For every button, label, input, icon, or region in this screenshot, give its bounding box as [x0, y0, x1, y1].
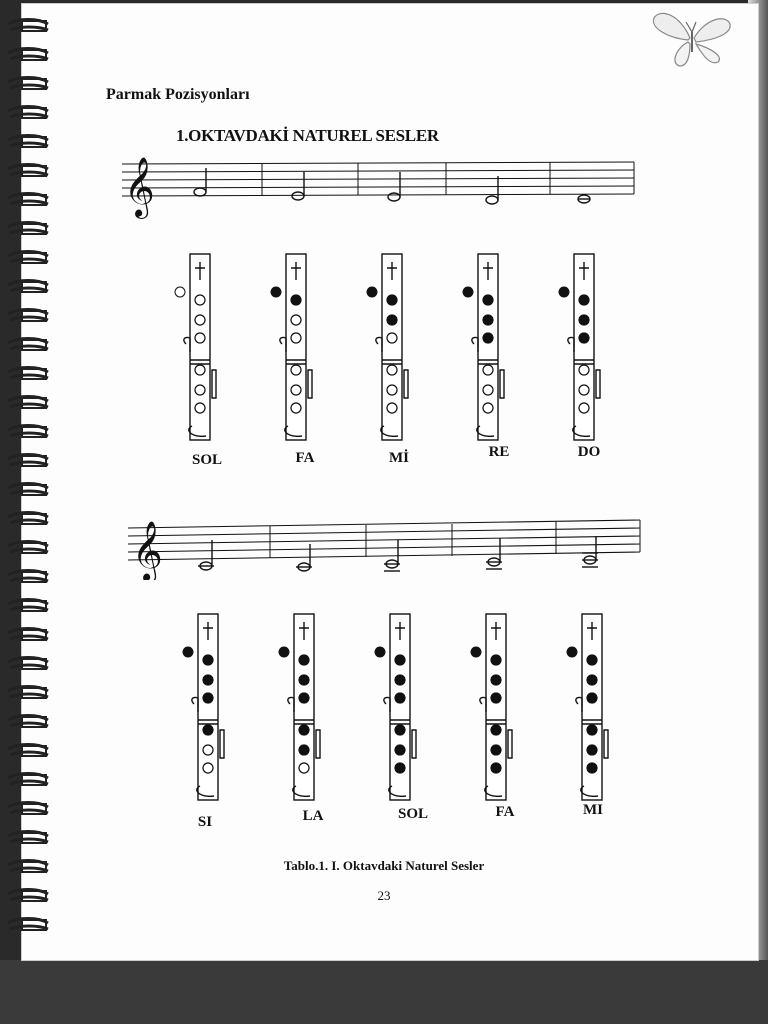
clarinet-row-2 — [168, 600, 628, 810]
tone-hole — [579, 365, 589, 375]
tone-hole — [291, 365, 301, 375]
clarinet-row-1 — [160, 240, 620, 450]
thumb-hole — [567, 647, 577, 657]
staff-row-2 — [124, 506, 644, 580]
clarinet-diagram-row1-2 — [271, 254, 312, 440]
tone-hole — [291, 385, 301, 395]
section-title: 1.OKTAVDAKİ NATUREL SESLER — [176, 126, 439, 145]
tone-hole — [491, 745, 501, 755]
tone-hole — [195, 315, 205, 325]
tone-hole — [299, 725, 309, 735]
note-label-mi-2: MI — [583, 802, 603, 818]
tone-hole — [387, 385, 397, 395]
tone-hole — [483, 385, 493, 395]
tone-hole — [387, 315, 397, 325]
clarinet-diagram-row2-2 — [279, 614, 320, 800]
note-label-do: DO — [577, 444, 601, 460]
note-label-fa-2: FA — [495, 804, 515, 820]
tone-hole — [395, 655, 405, 665]
staff-row-1 — [118, 150, 638, 220]
tone-hole — [491, 763, 501, 773]
tone-hole — [203, 675, 213, 685]
note-label-fa: FA — [295, 450, 315, 466]
tone-hole — [291, 295, 301, 305]
tone-hole — [387, 403, 397, 413]
clarinet-diagram-row1-5 — [559, 254, 600, 440]
tone-hole — [395, 745, 405, 755]
tone-hole — [195, 295, 205, 305]
tone-hole — [291, 315, 301, 325]
table-caption: Tablo.1. I. Oktavdaki Naturel Sesler — [283, 858, 485, 873]
thumb-hole — [175, 287, 185, 297]
clarinet-diagram-row2-3 — [375, 614, 416, 800]
tone-hole — [579, 403, 589, 413]
tone-hole — [291, 333, 301, 343]
thumb-hole — [279, 647, 289, 657]
tone-hole — [395, 725, 405, 735]
tone-hole — [299, 675, 309, 685]
clarinet-diagram-row1-3 — [367, 254, 408, 440]
tone-hole — [203, 725, 213, 735]
thumb-hole — [375, 647, 385, 657]
tone-hole — [195, 365, 205, 375]
page-heading: Parmak Pozisyonları — [106, 86, 250, 103]
tone-hole — [483, 295, 493, 305]
thumb-hole — [183, 647, 193, 657]
page-number: 23 — [377, 888, 391, 903]
tone-hole — [579, 295, 589, 305]
thumb-hole — [463, 287, 473, 297]
tone-hole — [491, 675, 501, 685]
thumb-hole — [271, 287, 281, 297]
thumb-hole — [367, 287, 377, 297]
tone-hole — [483, 333, 493, 343]
scan-bottom-edge — [0, 960, 768, 1024]
tone-hole — [395, 675, 405, 685]
tone-hole — [195, 403, 205, 413]
tone-hole — [579, 315, 589, 325]
tone-hole — [203, 745, 213, 755]
tone-hole — [587, 675, 597, 685]
tone-hole — [587, 693, 597, 703]
note-label-sol: SOL — [191, 452, 222, 468]
clarinet-diagram-row2-1 — [183, 614, 224, 800]
clarinet-diagram-row2-4 — [471, 614, 512, 800]
note-label-si: SI — [197, 814, 213, 830]
tone-hole — [299, 655, 309, 665]
tone-hole — [579, 333, 589, 343]
tone-hole — [291, 403, 301, 413]
tone-hole — [587, 655, 597, 665]
tone-hole — [579, 385, 589, 395]
treble-clef-icon: 𝄞 — [132, 521, 163, 580]
tone-hole — [195, 385, 205, 395]
tone-hole — [387, 295, 397, 305]
tone-hole — [299, 745, 309, 755]
note-label-sol-2: SOL — [397, 806, 428, 822]
tone-hole — [587, 725, 597, 735]
tone-hole — [203, 763, 213, 773]
tone-hole — [491, 655, 501, 665]
tone-hole — [587, 745, 597, 755]
tone-hole — [491, 693, 501, 703]
tone-hole — [387, 333, 397, 343]
tone-hole — [395, 763, 405, 773]
thumb-hole — [471, 647, 481, 657]
treble-clef-icon: 𝄞 — [124, 157, 155, 217]
tone-hole — [299, 693, 309, 703]
spiral-binding-icon — [4, 14, 54, 954]
note-label-re: RE — [488, 444, 510, 460]
note-label-mi: Mİ — [389, 450, 409, 466]
tone-hole — [387, 365, 397, 375]
tone-hole — [587, 763, 597, 773]
clarinet-diagram-row2-5 — [567, 614, 608, 800]
tone-hole — [483, 403, 493, 413]
tone-hole — [299, 763, 309, 773]
tone-hole — [395, 693, 405, 703]
note-label-la: LA — [302, 808, 324, 824]
tone-hole — [203, 655, 213, 665]
tone-hole — [195, 333, 205, 343]
clarinet-diagram-row1-1 — [175, 254, 216, 440]
tone-hole — [483, 365, 493, 375]
clarinet-diagram-row1-4 — [463, 254, 504, 440]
butterfly-icon — [650, 4, 734, 74]
tone-hole — [491, 725, 501, 735]
thumb-hole — [559, 287, 569, 297]
tone-hole — [203, 693, 213, 703]
tone-hole — [483, 315, 493, 325]
